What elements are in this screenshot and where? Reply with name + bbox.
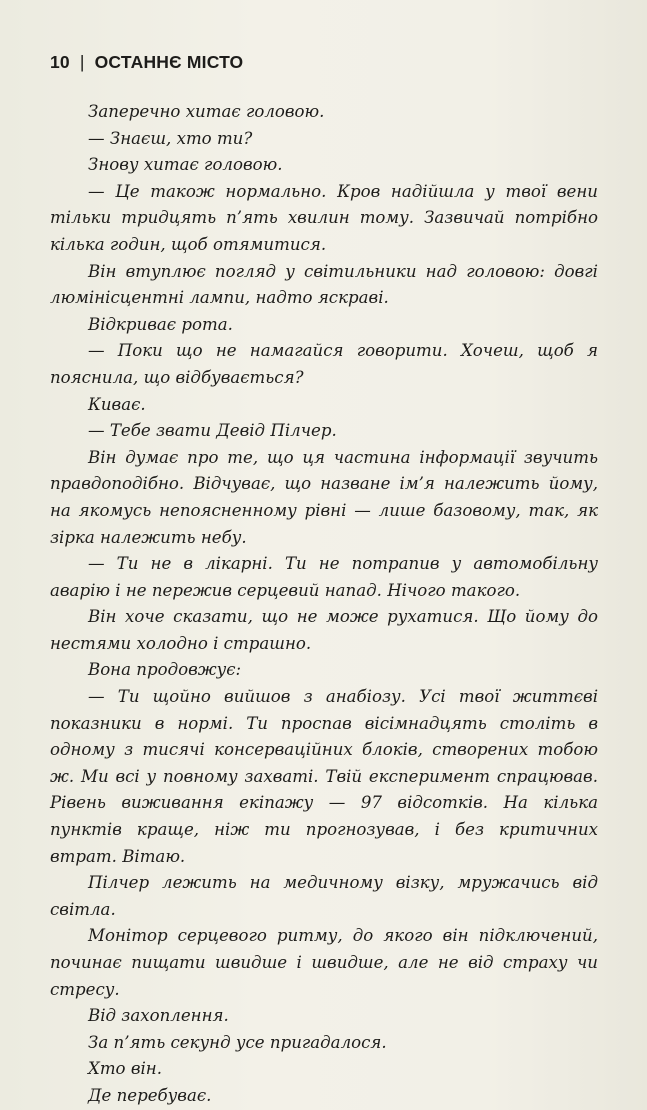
paragraph: Монітор серцевого ритму, до якого він підключений, починає пищати швидше і швидше, але не від страху чи стресу. xyxy=(50,926,598,999)
paragraph: — Поки що не намагайся говорити. Хочеш, щоб я пояснила, що відбувається? xyxy=(50,341,598,387)
paragraph: Від захоплення. xyxy=(88,1006,229,1026)
header-separator: | xyxy=(79,52,85,72)
paragraph: Де перебуває. xyxy=(88,1085,212,1105)
paragraph: Знову хитає головою. xyxy=(88,155,283,175)
paragraph: — Це також нормально. Кров надійшла у твої вени тільки тридцять п’ять хвилин тому. Зазвичай потрібно кілька годин, щоб отямитися. xyxy=(50,181,598,254)
paragraph: Хто він. xyxy=(88,1059,162,1079)
paragraph: Відкриває рота. xyxy=(88,314,233,334)
paragraph: Киває. xyxy=(88,394,146,414)
page-number: 10 xyxy=(50,52,70,72)
paragraph: За п’ять секунд усе пригадалося. xyxy=(88,1032,387,1052)
book-title: ОСТАННЄ МІСТО xyxy=(94,52,244,72)
paragraph: Пілчер лежить на медичному візку, мружачись від світла. xyxy=(50,873,598,919)
paragraph: — Ти не в лікарні. Ти не потрапив у автомобільну аварію і не пережив серцевий напад. Нічого такого. xyxy=(50,554,598,600)
paragraph: — Ти щойно вийшов з анабіозу. Усі твої життєві показники в нормі. Ти проспав вісімнадцять століть в одному з тисячі консерваційних блоків, створених тобою ж. Ми всі у повному захваті. Твій експеримент спрацював. Рівень виживання екіпажу — 97 відсотків. На кілька пунктів краще, ніж ти прогнозував, і без критичних втрат. Вітаю. xyxy=(50,687,598,866)
paragraph: — Тебе звати Девід Пілчер. xyxy=(88,421,337,441)
body-text xyxy=(50,99,598,1110)
paragraph: Вона продовжує: xyxy=(88,660,242,680)
running-header xyxy=(50,52,243,73)
paragraph: Він думає про те, що ця частина інформації звучить правдоподібно. Відчуває, що назване ім’я належить йому, на якомусь непоясненному рівні — лише базовому, так, як зірка належить небу. xyxy=(50,447,598,547)
paragraph: Він втуплює погляд у світильники над головою: довгі люмінісцентні лампи, надто яскраві. xyxy=(50,261,598,308)
paragraph: — Знаєш, хто ти? xyxy=(88,128,253,148)
paragraph: Заперечно хитає головою. xyxy=(88,102,325,121)
paragraph: Він хоче сказати, що не може рухатися. Що йому до нестями холодно і страшно. xyxy=(50,607,598,653)
